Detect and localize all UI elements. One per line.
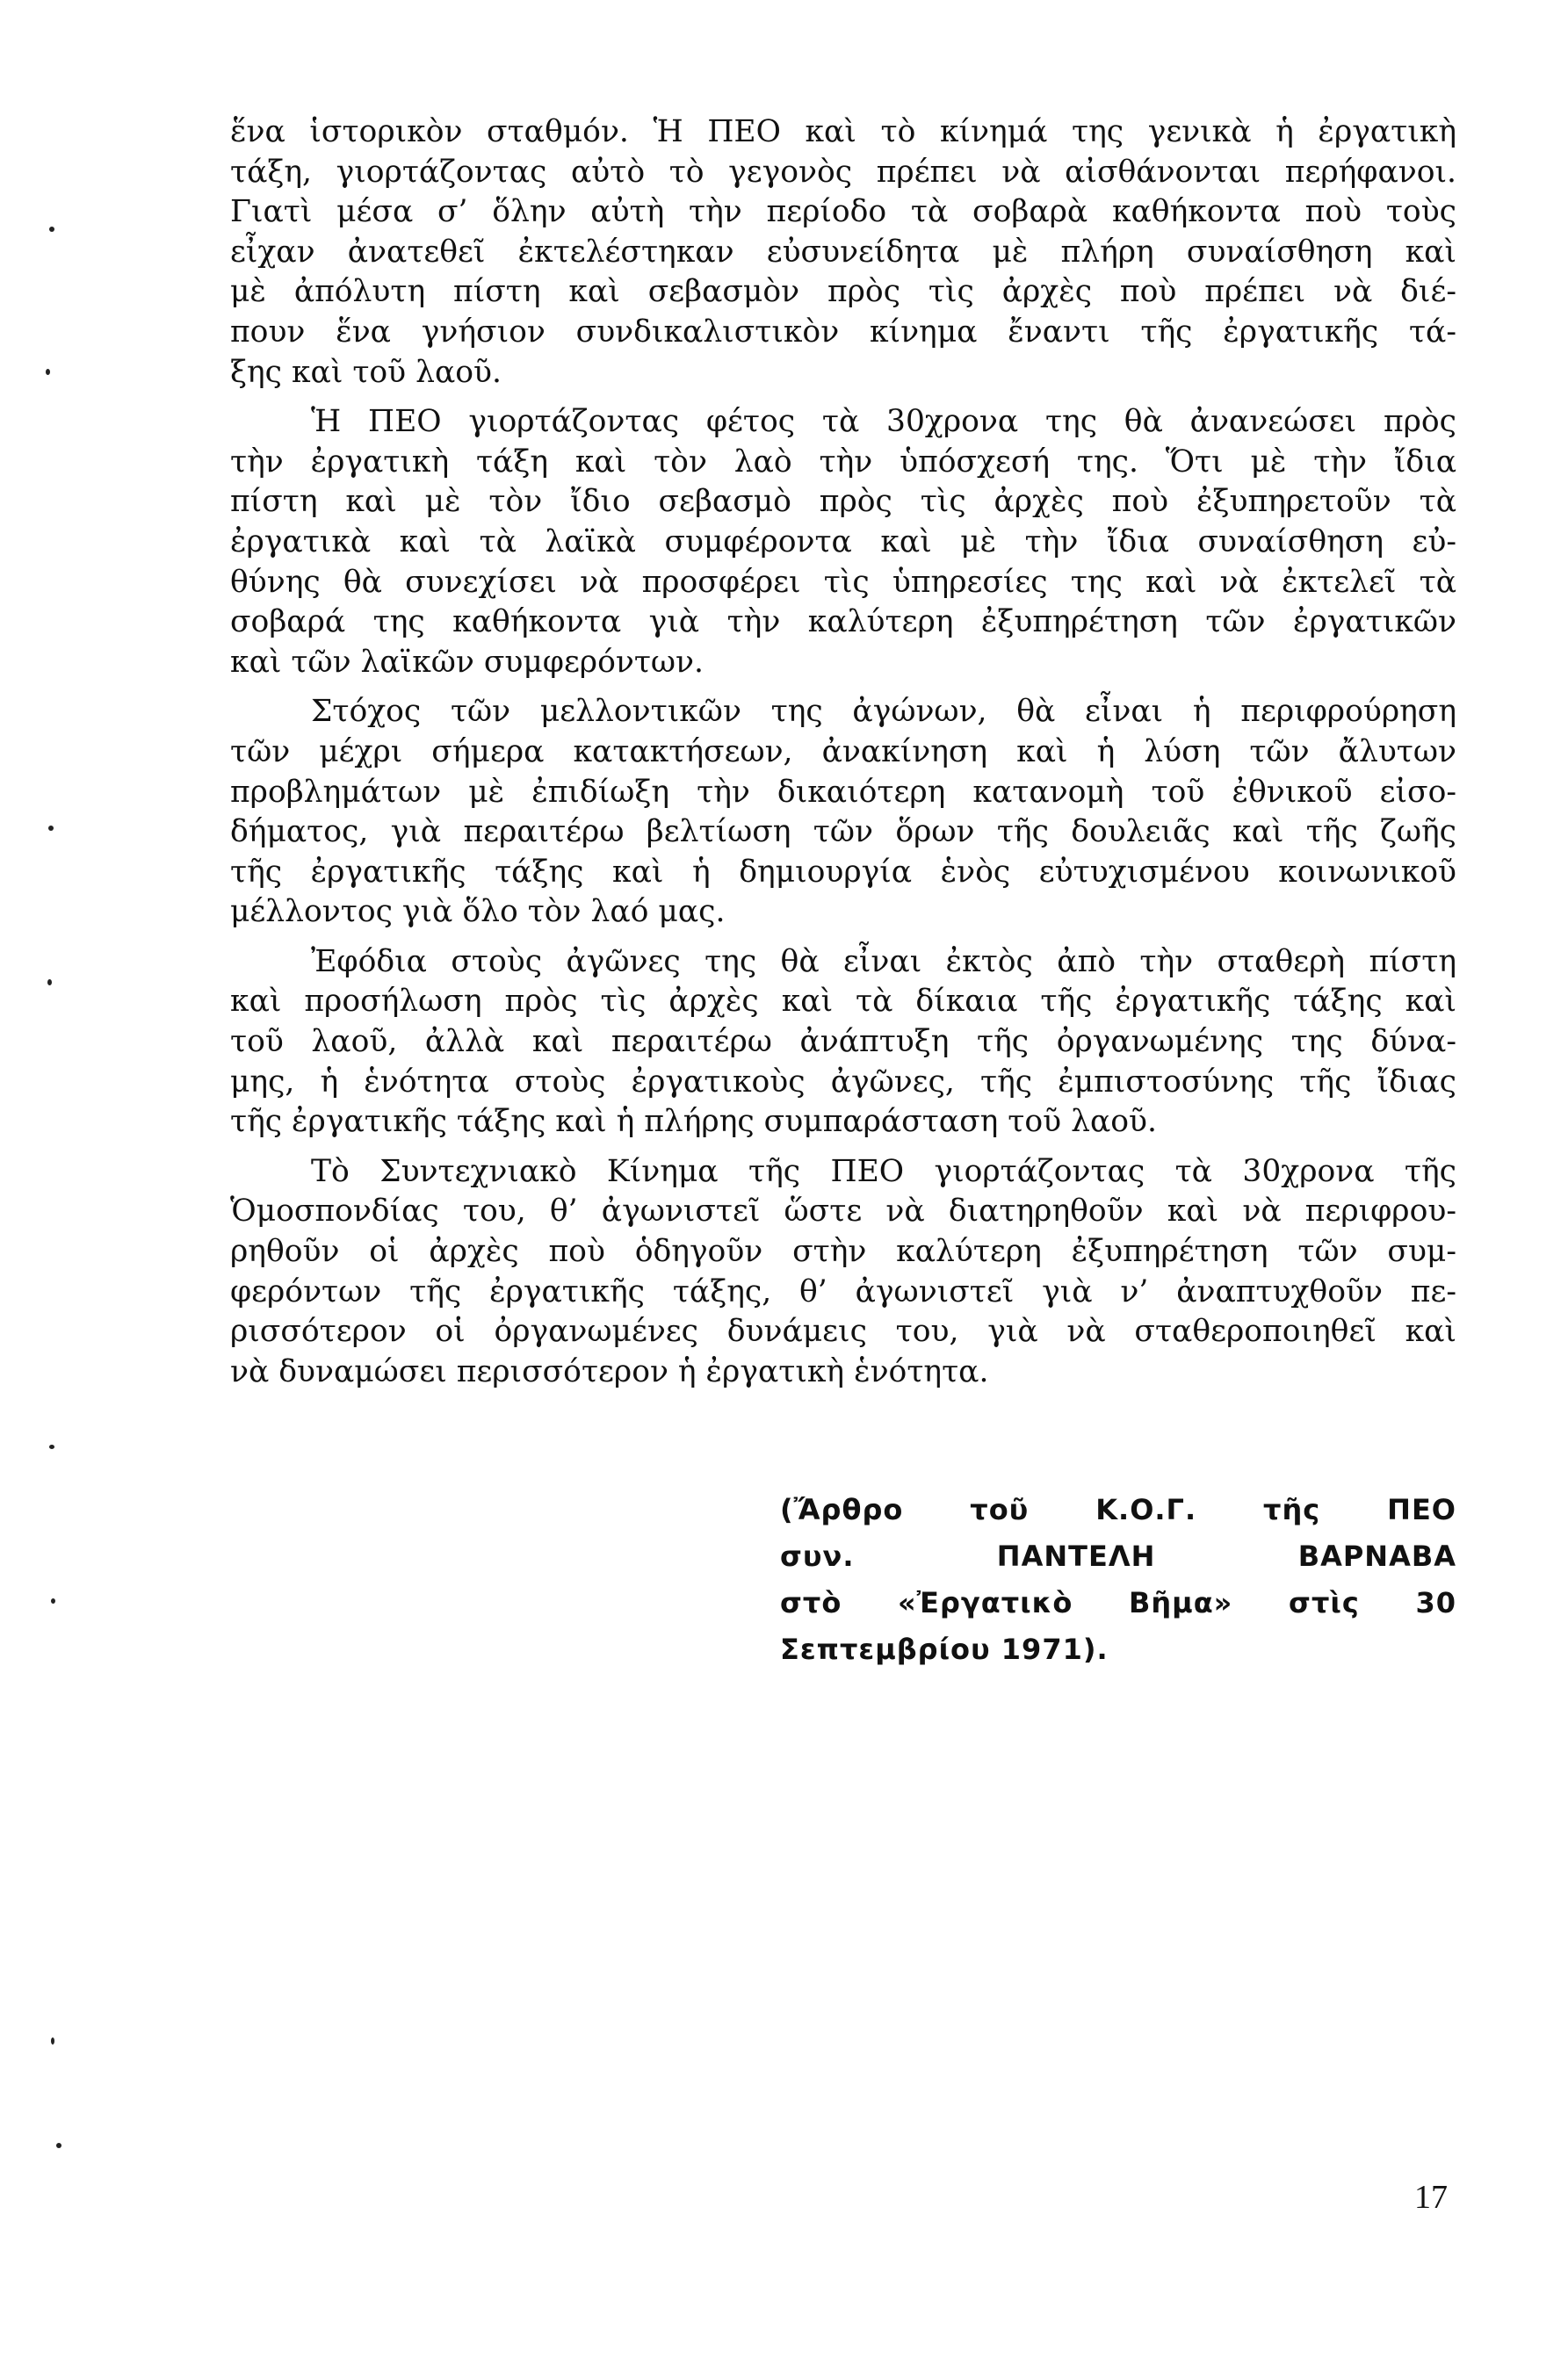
paragraph-5	[230, 1152, 1456, 1393]
scan-speck	[48, 826, 54, 831]
text-line: μέλλοντος γιὰ ὅλο τὸν λαό μας.	[230, 894, 726, 930]
citation-line: στὸ «Ἐργατικὸ Βῆμα» στὶς 30	[780, 1586, 1456, 1619]
text-line: θύνης θὰ συνεχίσει νὰ προσφέρει τὶς ὑπηρεσίες της καὶ νὰ ἐκτελεῖ τὰ	[230, 564, 1456, 600]
page-number: 17	[1414, 2179, 1448, 2216]
text-line: πίστη καὶ μὲ τὸν ἴδιο σεβασμὸ πρὸς τὶς ἀρχὲς ποὺ ἐξυπηρετοῦν τὰ	[230, 484, 1456, 520]
scan-speck	[49, 1445, 54, 1449]
text-line: δήματος, γιὰ περαιτέρω βελτίωση τῶν ὅρων τῆς δουλειᾶς καὶ τῆς ζωῆς	[230, 814, 1456, 850]
text-line: τῆς ἐργατικῆς τάξης καὶ ἡ δημιουργία ἑνὸς εὐτυχισμένου κοινωνικοῦ	[230, 854, 1456, 890]
text-line: ρισσότερον οἱ ὀργανωμένες δυνάμεις του, γιὰ νὰ σταθεροποιηθεῖ καὶ	[230, 1314, 1456, 1350]
citation-line: Σεπτεμβρίου 1971).	[780, 1633, 1109, 1666]
paragraph-1	[230, 112, 1456, 393]
scan-speck	[49, 227, 54, 232]
scan-speck	[51, 2037, 54, 2045]
text-line: τῆς ἐργατικῆς τάξης καὶ ἡ πλήρης συμπαράσταση τοῦ λαοῦ.	[230, 1104, 1157, 1140]
text-line: Ἐφόδια στοὺς ἀγῶνες της θὰ εἶναι ἐκτὸς ἀπὸ τὴν σταθερὴ πίστη	[311, 943, 1456, 979]
scan-speck	[47, 979, 52, 985]
text-line: τῶν μέχρι σήμερα κατακτήσεων, ἀνακίνηση καὶ ἡ λύση τῶν ἄλυτων	[230, 733, 1456, 769]
text-line: Τὸ Συντεχνιακὸ Κίνημα τῆς ΠΕΟ γιορτάζοντας τὰ 30χρονα τῆς	[311, 1153, 1456, 1189]
text-line: τὴν ἐργατικὴ τάξη καὶ τὸν λαὸ τὴν ὑπόσχεσή της. Ὅτι μὲ τὴν ἴδια	[230, 444, 1456, 480]
scan-speck	[51, 1598, 55, 1604]
text-line: φερόντων τῆς ἐργατικῆς τάξης, θ’ ἀγωνιστεῖ γιὰ ν’ ἀναπτυχθοῦν πε-	[230, 1273, 1456, 1309]
text-line: πουν ἕνα γνήσιον συνδικαλιστικὸν κίνημα ἔναντι τῆς ἐργατικῆς τά-	[230, 314, 1456, 350]
citation-line: (Ἄρθρο τοῦ Κ.Ο.Γ. τῆς ΠΕΟ	[780, 1493, 1456, 1526]
text-line: Ἡ ΠΕΟ γιορτάζοντας φέτος τὰ 30χρονα της θὰ ἀνανεώσει πρὸς	[311, 404, 1456, 440]
text-line: σοβαρά της καθήκοντα γιὰ τὴν καλύτερη ἐξυπηρέτηση τῶν ἐργατικῶν	[230, 604, 1456, 640]
text-line: προβλημάτων μὲ ἐπιδίωξη τὴν δικαιότερη κατανομὴ τοῦ ἐθνικοῦ εἰσο-	[230, 774, 1456, 810]
text-line: ἐργατικὰ καὶ τὰ λαϊκὰ συμφέροντα καὶ μὲ τὴν ἴδια συναίσθηση εὐ-	[230, 523, 1456, 559]
text-line: Στόχος τῶν μελλοντικῶν της ἀγώνων, θὰ εἶναι ἡ περιφρούρηση	[311, 694, 1456, 730]
citation-line: συν. ΠΑΝΤΕΛΗ ΒΑΡΝΑΒΑ	[780, 1540, 1456, 1573]
text-line: Γιατὶ μέσα σ’ ὅλην αὐτὴ τὴν περίοδο τὰ σοβαρὰ καθήκοντα ποὺ τοὺς	[230, 194, 1456, 230]
text-line: ἕνα ἱστορικὸν σταθμόν. Ἡ ΠΕΟ καὶ τὸ κίνημά της γενικὰ ἡ ἐργατικὴ	[230, 114, 1456, 149]
text-line: καὶ προσήλωση πρὸς τὶς ἀρχὲς καὶ τὰ δίκαια τῆς ἐργατικῆς τάξης καὶ	[230, 984, 1456, 1020]
paragraph-4	[230, 942, 1456, 1143]
scan-speck	[46, 369, 50, 375]
text-line: Ὁμοσπονδίας του, θ’ ἀγωνιστεῖ ὥστε νὰ διατηρηθοῦν καὶ νὰ περιφρου-	[230, 1194, 1456, 1230]
text-line: ρηθοῦν οἱ ἀρχὲς ποὺ ὁδηγοῦν στὴν καλύτερη ἐξυπηρέτηση τῶν συμ-	[230, 1234, 1456, 1270]
paragraph-3	[230, 692, 1456, 933]
text-line: νὰ δυναμώσει περισσότερον ἡ ἐργατικὴ ἑνότητα.	[230, 1353, 989, 1389]
text-line: μὲ ἀπόλυτη πίστη καὶ σεβασμὸν πρὸς τὶς ἀρχὲς ποὺ πρέπει νὰ διέ-	[230, 274, 1456, 310]
text-line: εἶχαν ἀνατεθεῖ ἐκτελέστηκαν εὐσυνείδητα μὲ πλήρη συναίσθηση καὶ	[230, 234, 1456, 270]
paragraph-2	[230, 402, 1456, 682]
article-body	[230, 112, 1456, 1402]
text-line: ξης καὶ τοῦ λαοῦ.	[230, 354, 502, 390]
text-line: μης, ἡ ἑνότητα στοὺς ἐργατικοὺς ἀγῶνες, τῆς ἐμπιστοσύνης τῆς ἴδιας	[230, 1064, 1456, 1100]
text-line: τοῦ λαοῦ, ἀλλὰ καὶ περαιτέρω ἀνάπτυξη τῆς ὀργανωμένης της δύνα-	[230, 1024, 1456, 1060]
text-line: καὶ τῶν λαϊκῶν συμφερόντων.	[230, 644, 704, 680]
article-citation	[780, 1487, 1456, 1673]
text-line: τάξη, γιορτάζοντας αὐτὸ τὸ γεγονὸς πρέπει νὰ αἰσθάνονται περήφανοι.	[230, 154, 1456, 190]
scan-speck	[56, 2143, 61, 2148]
